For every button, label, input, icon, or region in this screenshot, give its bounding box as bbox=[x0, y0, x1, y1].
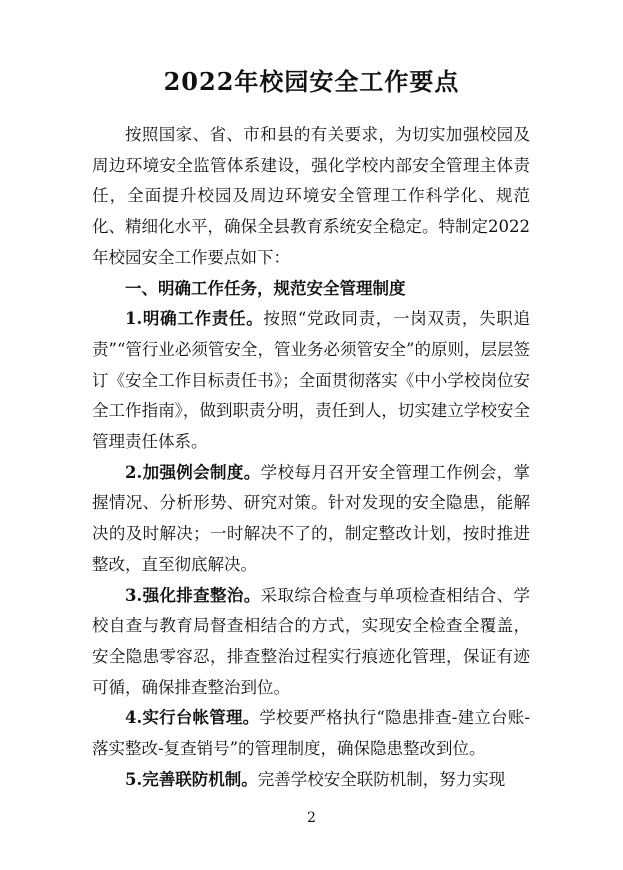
item-text: 按照“党政同责，一岗双责，失职追责”“管行业必须管安全，管业务必须管安全”的原则，层层签订《安全工作目标责任书》；全面贯彻落实《中小学校岗位安全工作指南》，做到职责分明，责任到人，切实建立学校安全管理责任体系。 bbox=[92, 309, 530, 452]
list-item bbox=[92, 703, 530, 764]
list-item bbox=[92, 304, 530, 458]
item-lead: 3.强化排查整治。 bbox=[125, 585, 261, 605]
section-heading: 一、明确工作任务，规范安全管理制度 bbox=[125, 278, 406, 298]
item-lead: 1.明确工作责任。 bbox=[125, 309, 264, 329]
item-text: 采取综合检查与单项检查相结合、学校自查与教育局督查相结合的方式，实现安全检查全覆盖，安全隐患零容忍，排查整治过程实行痕迹化管理，保证有迹可循，确保排查整治到位。 bbox=[92, 585, 530, 697]
item-text: 完善学校安全联防机制，努力实现 bbox=[257, 769, 506, 789]
intro-paragraph: 按照国家、省、市和县的有关要求，为切实加强校园及周边环境安全监管体系建设，强化学校内部安全管理主体责任，全面提升校园及周边环境安全管理工作科学化、规范化、精细化水平，确保全县教育系统安全稳定。特制定2022年校园安全工作要点如下： bbox=[92, 125, 530, 267]
document-body bbox=[92, 120, 530, 795]
document-title: 2022年校园安全工作要点 bbox=[163, 67, 460, 96]
item-lead: 5.完善联防机制。 bbox=[125, 769, 258, 789]
page-number: 2 bbox=[307, 810, 316, 826]
item-text: 学校每月召开安全管理工作例会，掌握情况、分析形势、研究对策。针对发现的安全隐患，能解决的及时解决；一时解决不了的，制定整改计划，按时推进整改，直至彻底解决。 bbox=[92, 462, 530, 574]
list-item bbox=[92, 458, 530, 581]
item-lead: 4.实行台帐管理。 bbox=[125, 708, 260, 728]
item-text: 学校要严格执行“隐患排查-建立台账-落实整改-复查销号”的管理制度，确保隐患整改到位。 bbox=[92, 708, 530, 759]
item-lead: 2.加强例会制度。 bbox=[125, 462, 261, 482]
list-item bbox=[92, 581, 530, 704]
list-item bbox=[92, 765, 530, 796]
